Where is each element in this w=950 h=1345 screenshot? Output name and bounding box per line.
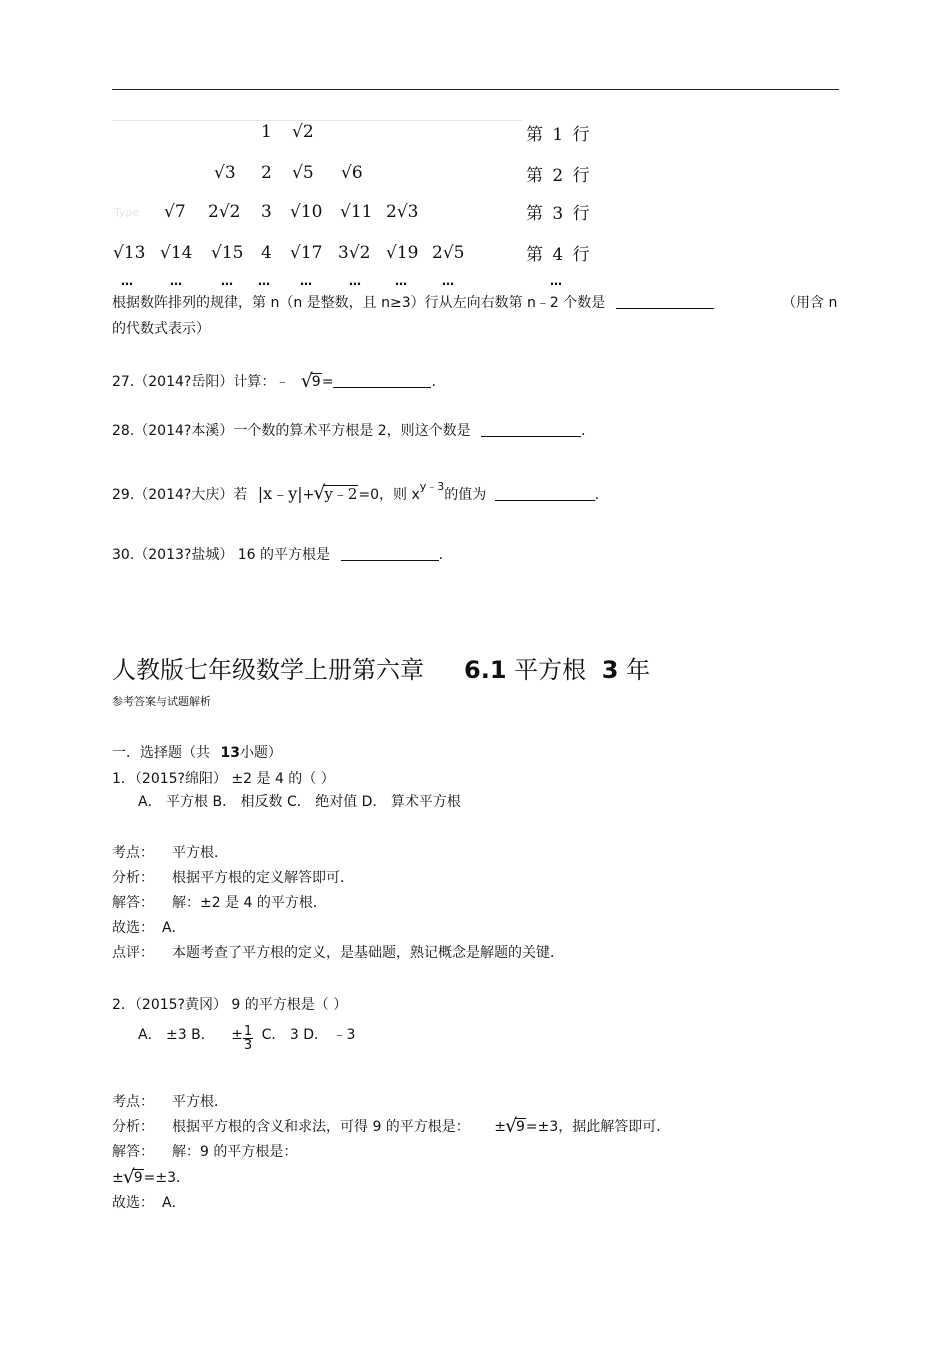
row-label: 第 2 行: [526, 166, 592, 186]
answer-subtitle: 参考答案与试题解析: [112, 695, 211, 708]
answer-blank[interactable]: [495, 486, 595, 501]
title-part: 6.1: [464, 656, 507, 684]
cell: √15: [211, 243, 244, 263]
label-guxuan: 故选：: [112, 920, 154, 936]
cell: √7: [164, 202, 186, 222]
radicand: y﹣2: [324, 485, 358, 503]
fenxi-tail: =±3，据此解答即可．: [525, 1119, 671, 1135]
question-text: =0，则 x: [358, 487, 420, 503]
label-dianping: 点评：: [112, 945, 154, 961]
fenxi-body: 根据平方根的含义和求法，可得 9 的平方根是：: [172, 1119, 470, 1135]
jieda-result: [112, 1167, 190, 1187]
plus-minus: ±: [231, 1027, 243, 1043]
sqrt-expression: √ 9: [505, 1115, 525, 1137]
period: .: [581, 423, 586, 439]
radicand: 9: [516, 1119, 525, 1135]
question-text: 28.（2014?本溪）一个数的算术平方根是 2，则这个数是: [112, 423, 471, 439]
answer-blank[interactable]: [341, 546, 439, 561]
dianping-text: 本题考查了平方根的定义，是基础题，熟记概念是解题的关键．: [172, 945, 564, 961]
row-label: 第 1 行: [526, 125, 592, 145]
option-text: A． ±3 B．: [138, 1027, 215, 1043]
fraction: [243, 1025, 253, 1052]
title-part: 年: [626, 656, 651, 684]
result-tail: =±3．: [143, 1170, 191, 1186]
answer-1-question: 1．（2015?绵阳） ±2 是 4 的（ ）: [112, 771, 335, 787]
heading-part: 小题）: [239, 745, 282, 761]
jieda-text: 解：9 的平方根是：: [172, 1144, 298, 1160]
cell: √17: [290, 243, 323, 263]
title-part: 人教版七年级数学上册第六章: [112, 656, 424, 684]
ellipsis: …: [121, 274, 134, 288]
question-text: （用含 n: [782, 295, 838, 311]
fenxi-text: [172, 1116, 670, 1136]
guxuan-text: A．: [162, 1195, 186, 1211]
radicand: 9: [133, 1170, 143, 1186]
section-heading: [112, 742, 282, 762]
label-kaodian: 考点：: [112, 1094, 154, 1110]
question-text: 根据数阵排列的规律，第 n（n 是整数，且 n≥3）行从左向右数第 n﹣2 个数是: [112, 295, 606, 311]
question-text: 的值为: [444, 487, 487, 503]
plus-minus: ±: [494, 1119, 506, 1135]
cell: 4: [261, 243, 272, 263]
ellipsis: …: [300, 274, 313, 288]
abs-body: x﹣y: [263, 484, 298, 503]
cell: 2√2: [208, 202, 241, 222]
answer-1-options: A． 平方根 B． 相反数 C． 绝对值 D． 算术平方根: [138, 794, 461, 810]
ghost-text: Type: [114, 206, 140, 219]
radicand: 9: [311, 374, 321, 390]
ellipsis: …: [221, 274, 234, 288]
answer-blank[interactable]: [481, 422, 581, 437]
title-part: 平方根: [514, 656, 587, 684]
label-jieda: 解答：: [112, 895, 154, 911]
label-fenxi: 分析：: [112, 1119, 154, 1135]
sqrt-expression: √ 9: [122, 1166, 143, 1188]
answer-blank[interactable]: [616, 294, 714, 309]
kaodian-text: 平方根．: [172, 1094, 228, 1110]
cell: 2√5: [432, 243, 465, 263]
cell: √19: [386, 243, 419, 263]
question-29: [112, 478, 599, 504]
heading-part: 13: [220, 745, 240, 761]
ellipsis: …: [395, 274, 408, 288]
cell: √14: [160, 243, 193, 263]
question-27: [112, 371, 436, 391]
cell: 3: [261, 202, 272, 222]
question-text: 29.（2014?大庆）若: [112, 487, 248, 503]
sqrt-expression: √ 9: [300, 370, 321, 392]
ellipsis: …: [349, 274, 362, 288]
question-30: [112, 544, 443, 564]
heading-part: 一．选择题（共: [112, 745, 210, 761]
kaodian-text: 平方根．: [172, 845, 228, 861]
option-text: C． 3 D． ﹣3: [261, 1027, 356, 1043]
jieda-text: 解：±2 是 4 的平方根．: [172, 895, 327, 911]
ellipsis: …: [170, 274, 183, 288]
plus-minus: ±: [112, 1170, 124, 1186]
cell: 3√2: [338, 243, 371, 263]
denominator: 3: [243, 1038, 253, 1053]
numerator: 1: [243, 1024, 253, 1039]
cell: √3: [214, 163, 236, 183]
label-guxuan: 故选：: [112, 1195, 154, 1211]
fenxi-text: 根据平方根的定义解答即可．: [172, 870, 354, 886]
question-28: [112, 420, 586, 440]
cell: 2√3: [386, 202, 419, 222]
question-text: 的代数式表示）: [112, 321, 210, 337]
equals: =: [321, 374, 334, 390]
ellipsis: …: [442, 274, 455, 288]
answer-blank[interactable]: [333, 373, 431, 388]
answer-2-options: [138, 1024, 355, 1052]
label-kaodian: 考点：: [112, 845, 154, 861]
abs-expression: |x﹣y|: [257, 484, 303, 503]
cell: √6: [341, 163, 363, 183]
cell: √10: [290, 202, 323, 222]
row-label: 第 4 行: [526, 245, 592, 265]
cell: √13: [113, 243, 146, 263]
period: .: [438, 547, 443, 563]
ellipsis: …: [550, 274, 563, 288]
question-26: [112, 292, 714, 312]
question-text: 30.（2013?盐城） 16 的平方根是: [112, 547, 331, 563]
cell: √11: [340, 202, 373, 222]
title-part: 3: [601, 656, 619, 684]
cell: √5: [292, 163, 314, 183]
question-text: 27.（2014?岳阳）计算：﹣: [112, 374, 290, 390]
table-rule: [112, 120, 522, 121]
exponent: y﹣3: [419, 480, 445, 493]
header-rule: [112, 89, 839, 90]
period: .: [594, 487, 600, 503]
cell: 2: [261, 163, 272, 183]
row-label: 第 3 行: [526, 204, 592, 224]
label-jieda: 解答：: [112, 1144, 154, 1160]
cell: 1: [261, 122, 272, 142]
label-fenxi: 分析：: [112, 870, 154, 886]
guxuan-text: A．: [162, 920, 186, 936]
period: .: [431, 374, 436, 390]
sqrt-expression: √ y﹣2: [313, 482, 358, 504]
ellipsis: …: [258, 274, 271, 288]
answer-2-question: 2．（2015?黄冈） 9 的平方根是（ ）: [112, 997, 348, 1013]
answer-title: [112, 650, 650, 685]
plus: +: [302, 487, 315, 503]
cell: √2: [292, 122, 314, 142]
